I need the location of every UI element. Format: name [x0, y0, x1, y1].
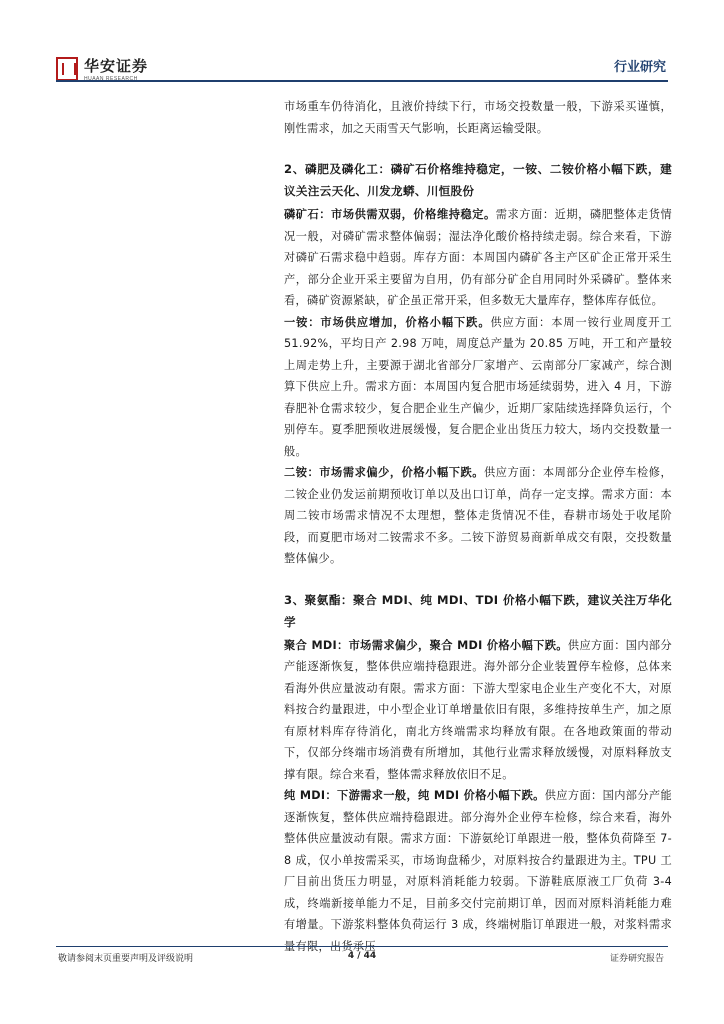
- paragraph-lead: 磷矿石：市场供需双弱，价格维持稳定。: [284, 208, 496, 221]
- paragraph-phosphate-rock: [284, 204, 672, 312]
- paragraph-text: 供应方面：国内部分产能逐渐恢复，整体供应端持稳跟进。部分海外企业停车检修，综合来看，海外整体供应量波动有限。需求方面：下游氨纶订单跟进一般，整体负荷降至 7-8 成，仅小单按需采买，市场询盘稀少，对原料按合约量跟进为主。TPU 工厂目前出货压力明显，对原料消耗能力较弱。下游鞋底原液工厂负荷 3-4 成，终端新接单能力不足，目前多交付完前期订单，因而对原料消耗能力难有增量。下游浆料整体负荷运行 3 成，终端树脂订单跟进一般，对浆料需求量有限，出货承压: [284, 789, 672, 953]
- company-logo: [56, 55, 166, 89]
- report-body: [284, 96, 672, 957]
- report-category: 行业研究: [613, 60, 666, 75]
- section-heading-polyurethane: 3、聚氨酯：聚合 MDI、纯 MDI、TDI 价格小幅下跌，建议关注万华化学: [284, 592, 672, 629]
- paragraph-dap: [284, 462, 672, 570]
- paragraph-lead: 二铵：市场需求偏少，价格小幅下跌。: [284, 466, 485, 479]
- header-divider: [56, 80, 668, 82]
- paragraph-pure-mdi: [284, 785, 672, 957]
- footer-divider: [56, 946, 668, 947]
- footer-disclaimer: 敬请参阅末页重要声明及评级说明: [58, 954, 194, 964]
- logo-seal-icon: [56, 57, 78, 81]
- section-heading-phosphate: 2、磷肥及磷化工：磷矿石价格维持稳定，一铵、二铵价格小幅下跌，建议关注云天化、川发龙蟒、川恒股份: [284, 162, 672, 198]
- paragraph-polymeric-mdi: [284, 635, 672, 786]
- logo-chinese-name: 华安证券: [84, 57, 149, 75]
- paragraph-text: 供应方面：本周部分企业停车检修，二铵企业仍发运前期预收订单以及出口订单，尚存一定支撑。需求方面：本周二铵市场需求情况不太理想，整体走货情况不佳，春耕市场处于收尾阶段，而夏肥市场对二铵需求不多。二铵下游贸易商新单成交有限，交投数量整体偏少。: [284, 466, 672, 565]
- paragraph-lead: 聚合 MDI：市场需求偏少，聚合 MDI 价格小幅下跌。: [284, 638, 568, 652]
- paragraph-text: 需求方面：近期，磷肥整体走货情况一般，对磷矿需求整体偏弱；湿法净化酸价格持续走弱。综合来看，下游对磷矿石需求稳中趋弱。库存方面：本周国内磷矿各主产区矿企正常开采生产，部分企业开采主要留为自用，仍有部分矿企自用同时外采磷矿。整体来看，磷矿资源紧缺，矿企虽正常开采，但多数无大量库存，整体库存低位。: [284, 208, 672, 307]
- paragraph-lead: 纯 MDI：下游需求一般，纯 MDI 价格小幅下跌。: [284, 789, 545, 802]
- footer-report-type: 证券研究报告: [609, 954, 664, 964]
- paragraph-lead: 一铵：市场供应增加，价格小幅下跌。: [284, 315, 491, 329]
- logo-english-name: HUAAN RESEARCH: [84, 76, 138, 82]
- paragraph-text: 供应方面：国内部分产能逐渐恢复，整体供应端持稳跟进。海外部分企业装置停车检修，总体来看海外供应量波动有限。需求方面：下游大型家电企业生产变化不大，对原料按合约量跟进，中小型企业订单增量依旧有限，多维持按单生产，加之原有原材料库存待消化，南北方终端需求均释放有限。在各地政策面的带动下，仅部分终端市场消费有所增加，其他行业需求释放缓慢，对原料释放支撑有限。综合来看，整体需求释放依旧不足。: [284, 638, 673, 781]
- intro-paragraph: 市场重车仍待消化，且液价持续下行，市场交投数量一般，下游采买谨慎，刚性需求，加之天雨雪天气影响，长距离运输受限。: [284, 100, 672, 135]
- paragraph-text: 供应方面：本周一铵行业周度开工 51.92%，平均日产 2.98 万吨，周度总产量为 20.85 万吨，开工和产量较上周走势上升，主要源于湖北省部分厂家增产、云南部分厂家减产，综合测算下供应上升。需求方面：本周国内复合肥市场延续弱势，进入 4 月，下游春肥补仓需求较少，复合肥企业生产偏少，近期厂家陆续选择降负运行，个别停车。夏季肥预收进展缓慢，复合肥企业出货压力较大，场内交投数量一般。: [284, 315, 672, 458]
- page-number: 4 / 44: [347, 951, 377, 961]
- paragraph-map: [284, 312, 672, 463]
